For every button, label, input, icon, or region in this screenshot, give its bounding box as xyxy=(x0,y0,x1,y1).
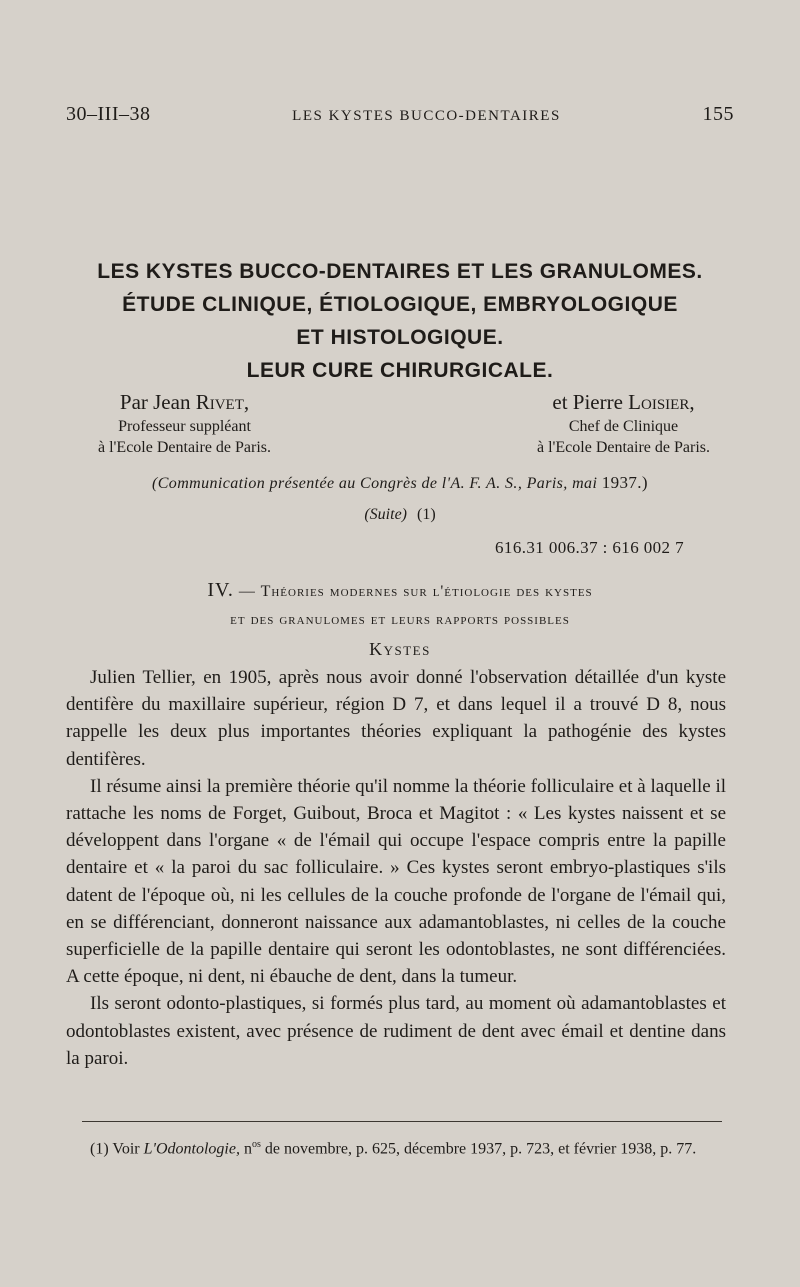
suite-label: (Suite) xyxy=(364,506,407,523)
footnote-nos-sup: os xyxy=(251,1139,261,1150)
author-affiliation: à l'Ecole Dentaire de Paris. xyxy=(536,439,710,456)
author-suffix: , xyxy=(243,390,250,414)
author-name xyxy=(98,388,271,416)
communication-note xyxy=(40,473,760,493)
author-role: Professeur suppléant xyxy=(118,418,251,435)
running-head-title: LES KYSTES BUCCO-DENTAIRES xyxy=(292,108,561,124)
author-prefix: Par Jean xyxy=(119,390,196,414)
footnote-nos: n xyxy=(239,1140,252,1158)
author-surname: Loisier xyxy=(628,390,690,414)
author-affiliation: à l'Ecole Dentaire de Paris. xyxy=(98,439,272,456)
communication-year: 1937.) xyxy=(601,473,648,492)
paragraph: Ils seront odonto-plastiques, si formés plus tard, au moment où adamantoblastes et odontoblastes existent, avec présence de rudiment de dent avec émail et dentine dans la paroi. xyxy=(66,993,726,1069)
section-number: IV. xyxy=(207,579,234,601)
paragraph: Julien Tellier, en 1905, après nous avoir donné l'observation détaillée d'un kyste dentifère du maxillaire supérieur, région D 7, et dans lequel il a trouvé D 8, nous rappelle les deux plus importantes théories expliquant la pathogénie des kystes dentifères. xyxy=(66,667,726,770)
paragraph: Il résume ainsi la première théorie qu'il nomme la théorie folliculaire et à laquelle il rattache les noms de Forget, Guibout, Broca et Magitot : « Les kystes naissent et se développent dans l'organe « de l'émail qui occupe l'espace compris entre la papille dentaire et « la paroi du sac folliculaire. » Ces kystes seront embryo-plastiques s'ils datent de l'époque où, ni les cellules de la couche profonde de l'organe de l'émail qui, en se différenciant, donneront naissance aux adamantoblastes, ni celles de la couche superficielle de la papille dentaire qui seront les odontoblastes, ne sont différenciées. A cette époque, ni dent, ni ébauche de dent, dans la tumeur. xyxy=(66,775,726,988)
author-suffix: , xyxy=(689,390,695,414)
footnote-ref: (1) xyxy=(417,506,436,523)
authors xyxy=(98,388,710,458)
subsection-heading: Kystes xyxy=(369,639,431,659)
footnote-marker: (1) Voir xyxy=(90,1140,144,1158)
title-line: ÉTUDE CLINIQUE, ÉTIOLOGIQUE, EMBRYOLOGIQUE xyxy=(122,293,678,316)
author-name xyxy=(537,388,710,416)
classification-code: 616.31 006.37 : 616 002 7 xyxy=(495,538,684,557)
author-role: Chef de Clinique xyxy=(568,418,679,435)
author-prefix: et Pierre xyxy=(552,390,629,414)
author-loisier xyxy=(537,388,710,458)
title-line: LES KYSTES BUCCO-DENTAIRES ET LES GRANULOMES. xyxy=(97,260,703,283)
body-text xyxy=(66,664,726,1072)
footnote-text: de novembre, p. 625, décembre 1937, p. 723, et février 1938, p. 77. xyxy=(260,1140,697,1158)
running-head-date: 30–III–38 xyxy=(66,103,151,125)
suite-note xyxy=(0,506,800,524)
section-heading xyxy=(60,576,740,634)
section-title-line: et des granulomes et leurs rapports possibles xyxy=(230,611,570,628)
footnote-journal: L'Odontologie, xyxy=(143,1140,240,1158)
page-number: 155 xyxy=(702,103,734,125)
footnote-rule xyxy=(82,1121,722,1122)
section-title-line: — Théories modernes sur l'étiologie des kystes xyxy=(233,583,593,600)
title-line: ET HISTOLOGIQUE. xyxy=(296,326,504,349)
author-surname: Rivet xyxy=(195,390,244,414)
title-line: LEUR CURE CHIRURGICALE. xyxy=(246,359,554,382)
author-rivet xyxy=(98,388,271,458)
communication-text: (Communication présentée au Congrès de l'A. F. A. S., Paris, mai xyxy=(152,475,602,492)
article-title xyxy=(30,255,770,387)
running-head xyxy=(66,103,734,126)
footnote xyxy=(66,1134,726,1159)
